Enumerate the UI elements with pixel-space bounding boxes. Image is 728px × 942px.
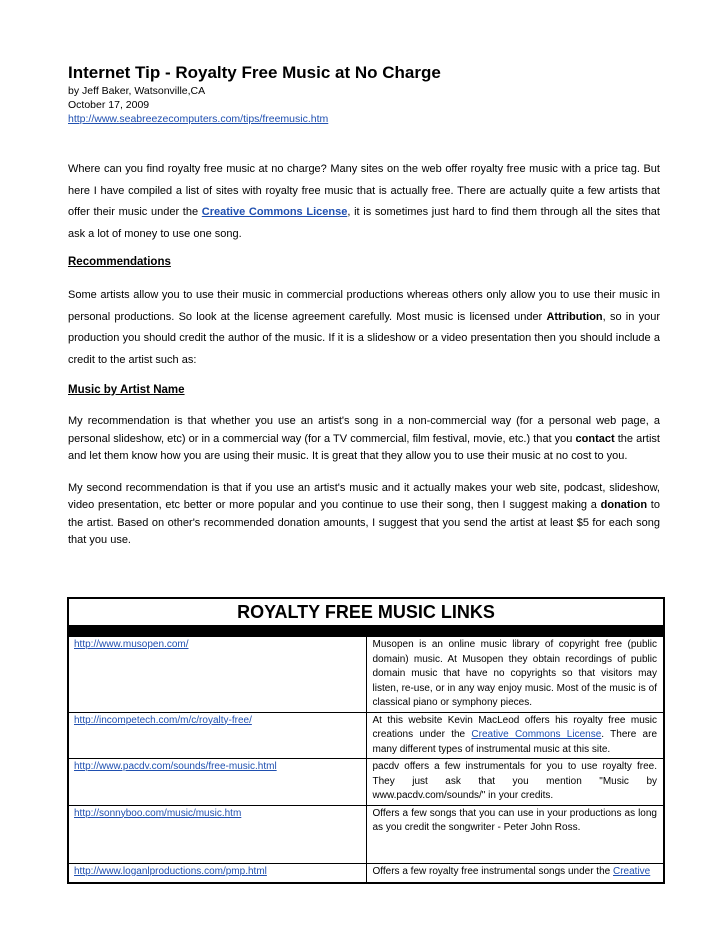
creative-commons-link-3[interactable]: Creative bbox=[613, 865, 651, 877]
table-row bbox=[68, 712, 664, 759]
table-row bbox=[68, 863, 664, 883]
table-row bbox=[68, 637, 664, 713]
table-header-bar bbox=[68, 625, 664, 637]
row-description: Offers a few songs that you can use in your productions as long as you credit the songwriter - Peter John Ross. bbox=[366, 805, 664, 863]
creative-commons-link[interactable]: Creative Commons License bbox=[201, 206, 348, 218]
table-row bbox=[68, 759, 664, 806]
desc-tail: . There are many different types of instrumental music at this site. bbox=[372, 729, 658, 755]
loganl-link[interactable]: http://www.loganlproductions.com/pmp.html bbox=[74, 865, 267, 877]
donation-text: My second recommendation is that if you use an artist's music and it actually makes your web site, podcast, slideshow, video presentation, etc better or more popular and you continue to use their song, then I suggest making a bbox=[68, 481, 660, 511]
credit-example: Music by Artist Name bbox=[68, 384, 185, 396]
contact-text: My recommendation is that whether you use an artist's song in a non-commercial way (for a personal web page, a personal slideshow, etc) or in a commercial way (for a TV commercial, film festival, movie, etc.) that you bbox=[68, 415, 660, 445]
byline: by Jeff Baker, Watsonville,CA bbox=[68, 85, 206, 97]
music-links-table bbox=[67, 597, 665, 884]
desc-text: At this website Kevin MacLeod offers his royalty free music creations under the bbox=[372, 714, 657, 740]
table-title: ROYALTY FREE MUSIC LINKS bbox=[68, 598, 664, 625]
recommendations-heading: Recommendations bbox=[68, 256, 171, 268]
document-body bbox=[68, 62, 660, 550]
contact-term: contact bbox=[575, 432, 615, 445]
row-description bbox=[366, 712, 664, 759]
attribution-term: Attribution bbox=[546, 310, 603, 323]
donation-text-tail: to the artist. Based on other's recommended donation amounts, I suggest that you send the artist at least $5 for each song that you use. bbox=[68, 499, 660, 546]
row-description bbox=[366, 863, 664, 883]
contact-paragraph bbox=[68, 413, 660, 466]
donation-term: donation bbox=[600, 499, 648, 511]
source-url-link[interactable]: http://www.seabreezecomputers.com/tips/freemusic.htm bbox=[68, 113, 329, 125]
sonnyboo-link[interactable]: http://sonnyboo.com/music/music.htm bbox=[74, 807, 242, 819]
row-description: pacdv offers a few instrumentals for you to use royalty free. They just ask that you mention "Music by www.pacdv.com/sounds/" in your credits. bbox=[366, 759, 664, 806]
table-row bbox=[68, 805, 664, 863]
license-paragraph bbox=[68, 285, 660, 371]
intro-text: Where can you find royalty free music at no charge? Many sites on the web offer royalty free music with a price tag. But here I have compiled a list of sites with royalty free music that is actually free. There are actually quite a few artists that offer their music under the bbox=[68, 163, 660, 218]
contact-text-tail: the artist and let them know how you are using their music. It is great that they allow you to use their music at no cost to you. bbox=[68, 432, 660, 462]
donation-paragraph bbox=[68, 480, 660, 550]
musopen-link[interactable]: http://www.musopen.com/ bbox=[74, 639, 189, 650]
intro-text-tail: , it is sometimes just hard to find them through all the sites that ask a lot of money to use one song. bbox=[68, 206, 660, 240]
pacdv-link[interactable]: http://www.pacdv.com/sounds/free-music.html bbox=[74, 761, 277, 772]
page-title: Internet Tip - Royalty Free Music at No Charge bbox=[68, 63, 441, 82]
desc-text: Offers a few royalty free instrumental songs under the bbox=[372, 865, 613, 877]
publish-date: October 17, 2009 bbox=[68, 99, 150, 111]
intro-paragraph bbox=[68, 159, 660, 245]
row-description: Musopen is an online music library of copyright free (public domain) music. At Musopen they obtain recordings of public domain music that have no copyrights so that visitors may listen, re-use, or in any way enjoy music. Most of the music is of classical piano or symphony pieces. bbox=[366, 637, 664, 713]
incompetech-link[interactable]: http://incompetech.com/m/c/royalty-free/ bbox=[74, 714, 252, 726]
creative-commons-link-2[interactable]: Creative Commons License bbox=[471, 729, 602, 740]
license-text: Some artists allow you to use their music in commercial productions whereas others only allow you to use their music in personal productions. So look at the license agreement carefully. Most music is licensed under bbox=[68, 289, 660, 323]
license-text-tail: , so in your production you should credit the author of the music. If it is a slideshow or a video presentation then you should include a credit to the artist such as: bbox=[68, 310, 660, 366]
